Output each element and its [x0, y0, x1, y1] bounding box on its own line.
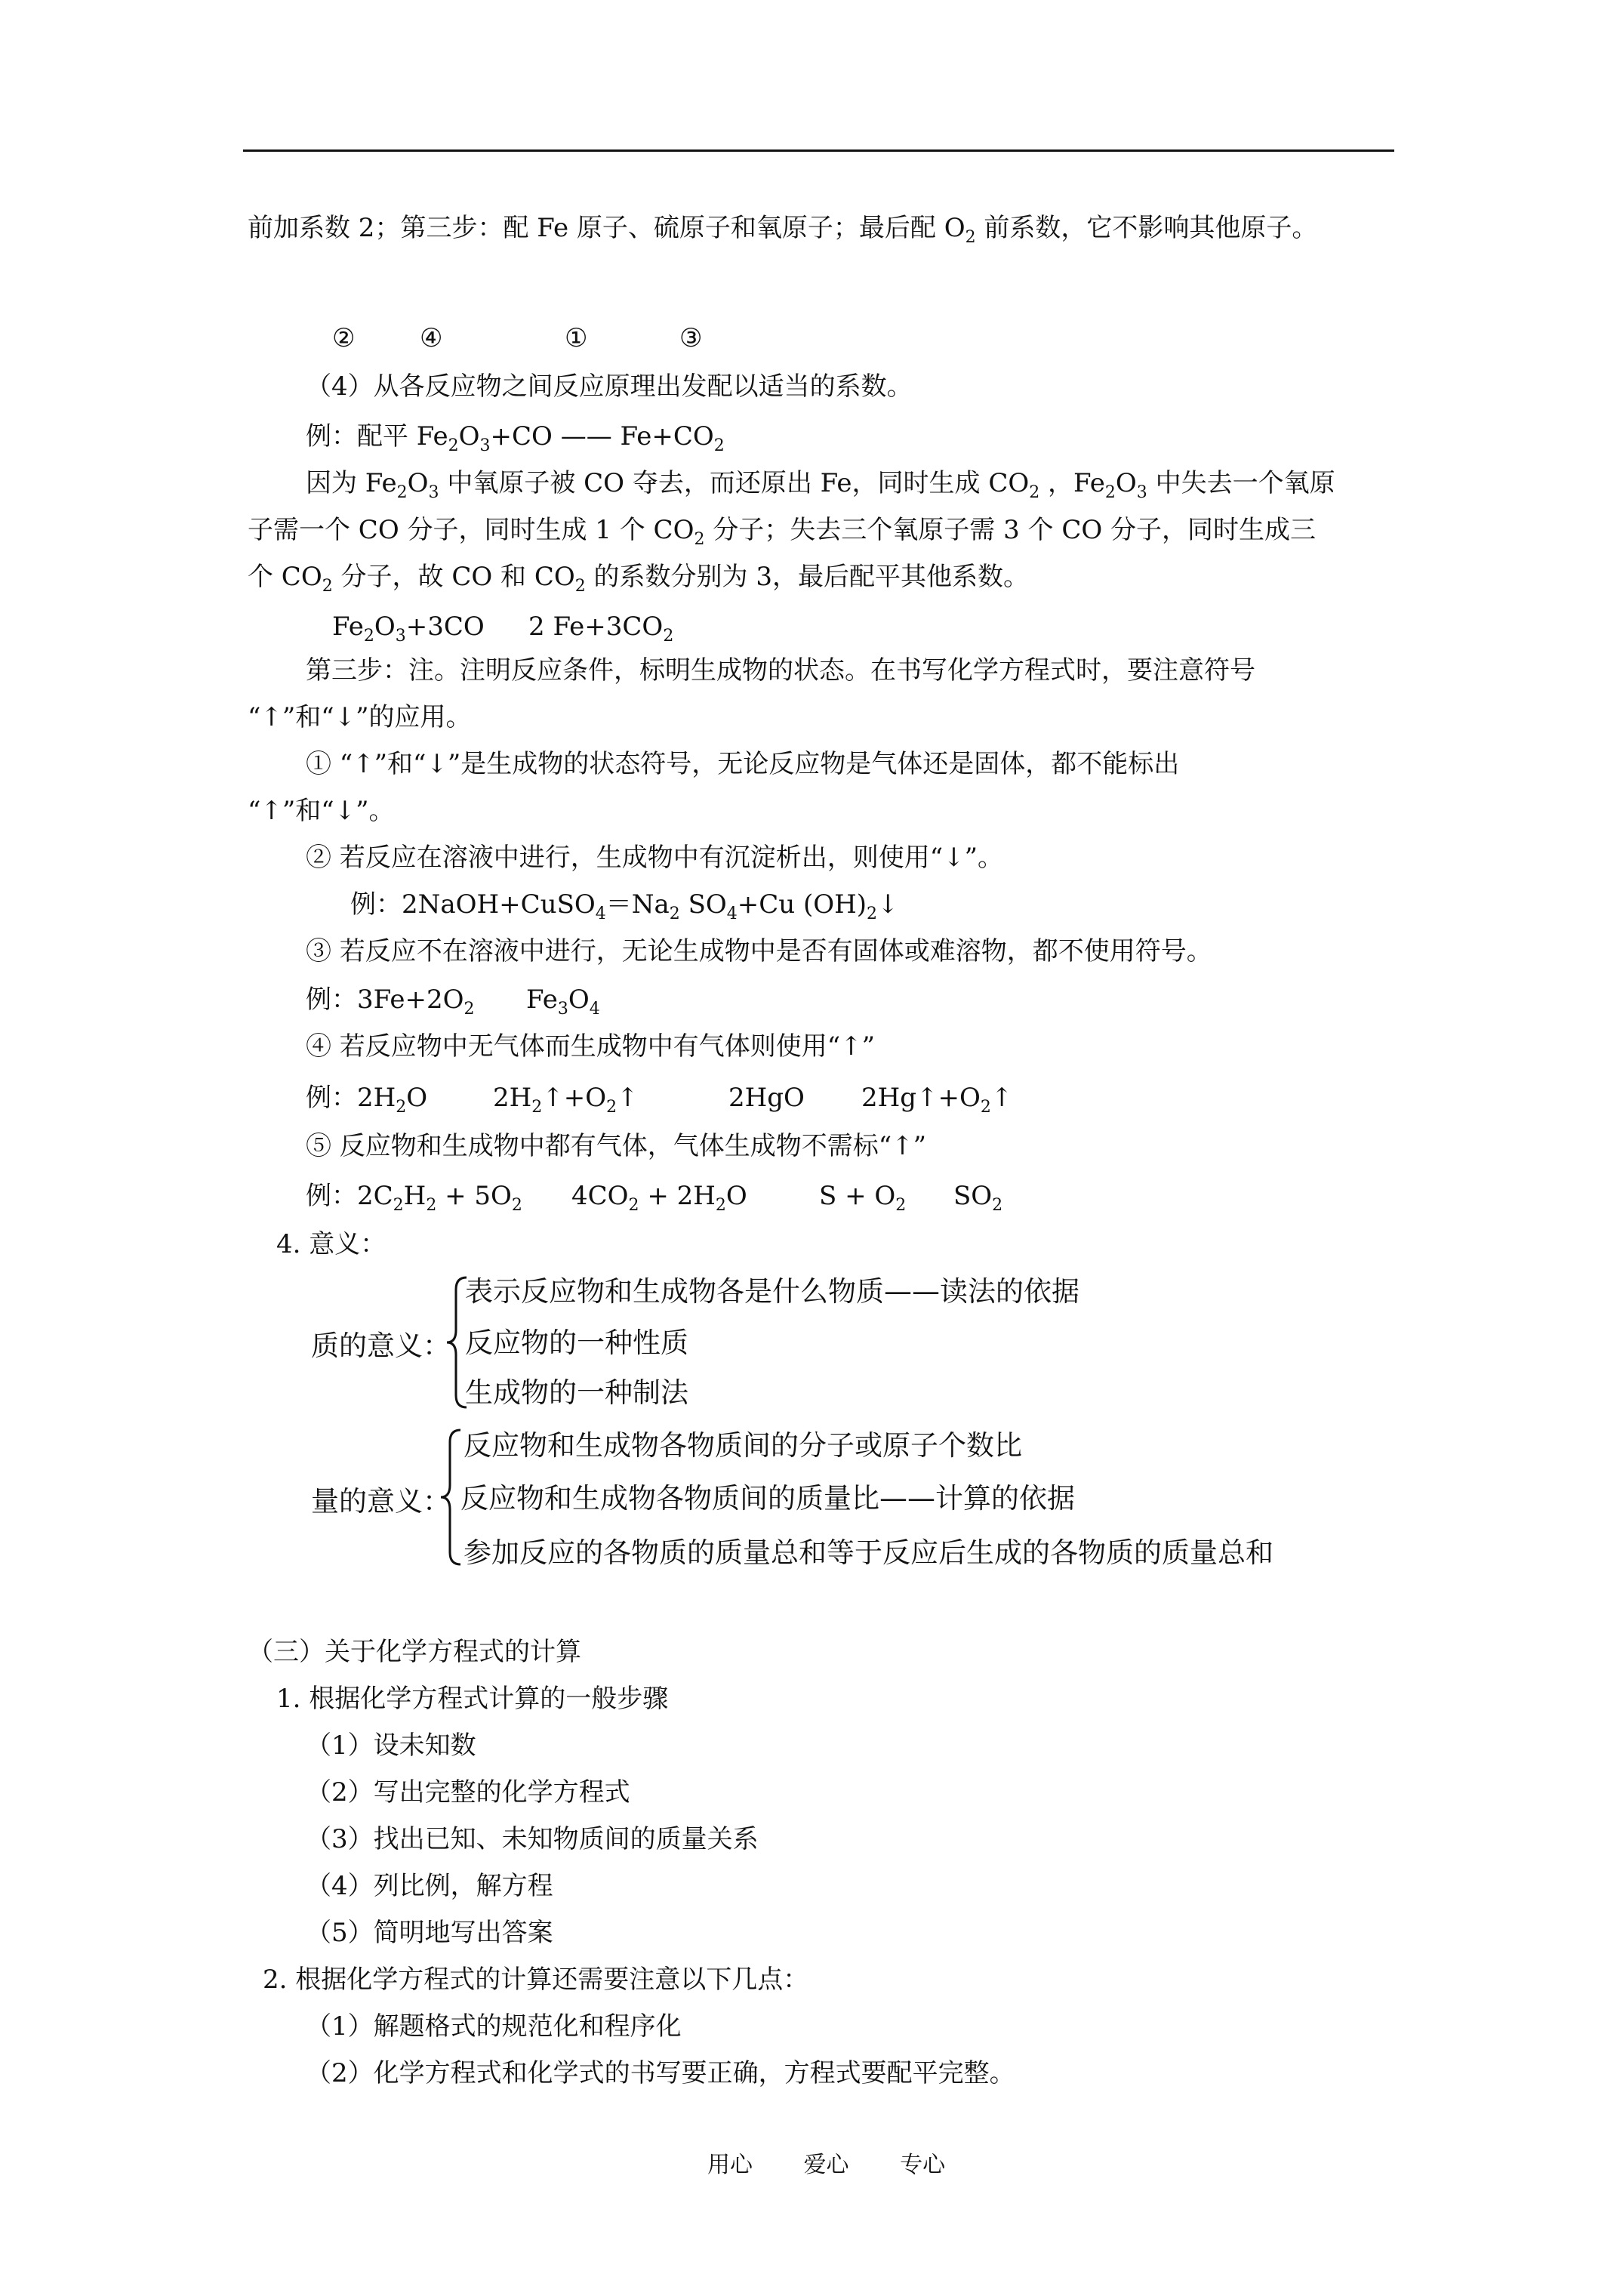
example-line: 例：$2H_2O$ $2H_2↑+O_2↑$ 2HgO $2Hg↑+O_2↑$: [306, 1083, 1013, 1117]
note-item: （1）解题格式的规范化和程序化: [306, 2011, 682, 2042]
text-line: “↑”和“↓”的应用。: [248, 702, 472, 732]
step-item: （2）写出完整的化学方程式: [306, 1777, 630, 1808]
text-line: 第三步：注。注明反应条件，标明生成物的状态。在书写化学方程式时，要注意符号: [306, 655, 1255, 686]
text-line: 前加系数 2；第三步：配 Fe 原子、硫原子和氧原子；最后配 $O_2$ 前系数，它不影响其他原子。: [248, 213, 1318, 247]
section-title: （三）关于化学方程式的计算: [248, 1637, 581, 1667]
footer-text: 爱心: [803, 2152, 849, 2178]
text-line: ④ 若反应物中无气体而生成物中有气体则使用“↑”: [306, 1031, 876, 1062]
section-heading: 4. 意义：: [276, 1229, 387, 1259]
example-line: 例：$3Fe+2O_2$ $Fe_3O_4$: [306, 985, 600, 1019]
text-line: ① “↑”和“↓”是生成物的状态符号，无论反应物是气体还是固体，都不能标出: [306, 749, 1180, 779]
quality-item: 生成物的一种制法: [465, 1376, 688, 1409]
text-line: 因为 $Fe_2O_3$ 中氧原子被 CO 夺去，而还原出 Fe，同时生成 $CO_2$ ，$Fe_2O_3$ 中失去一个氧原: [306, 468, 1335, 502]
quantity-item: 反应物和生成物各物质间的质量比——计算的依据: [460, 1482, 1075, 1515]
note-item: （2）化学方程式和化学式的书写要正确，方程式要配平完整。: [306, 2058, 1015, 2088]
circled-number: ②: [332, 323, 356, 353]
header-rule: [243, 149, 1394, 152]
quality-label: 质的意义：: [311, 1330, 451, 1362]
text-line: 子需一个 CO 分子，同时生成 1 个 $CO_2$ 分子；失去三个氧原子需 3 个 CO 分子，同时生成三: [248, 515, 1317, 549]
quality-item: 反应物的一种性质: [465, 1327, 688, 1359]
step-item: （3）找出已知、未知物质间的质量关系: [306, 1824, 759, 1854]
text-line: 个 $CO_2$ 分子，故 CO 和 $CO_2$ 的系数分别为 3，最后配平其他系数。: [248, 562, 1029, 596]
footer-text: 专心: [900, 2152, 946, 2178]
text-line: ② 若反应在溶液中进行，生成物中有沉淀析出，则使用“↓”。: [306, 843, 1004, 873]
example-line: 例：配平 $Fe_2O_3+CO$ —— $Fe+CO_2$: [306, 421, 725, 455]
page-footer: [707, 2146, 989, 2179]
step-item: （4）列比例，解方程: [306, 1871, 553, 1901]
quantity-label: 量的意义：: [311, 1485, 451, 1518]
circled-number: ③: [679, 323, 703, 353]
equation-line: $Fe_2O_3+3CO$ 2 $Fe+3CO_2$: [332, 612, 674, 646]
quality-item: 表示反应物和生成物各是什么物质——读法的依据: [465, 1275, 1079, 1308]
step-item: （5）简明地写出答案: [306, 1918, 553, 1948]
subsection-heading: 1. 根据化学方程式计算的一般步骤: [276, 1684, 669, 1714]
text-line: ③ 若反应不在溶液中进行，无论生成物中是否有固体或难溶物，都不使用符号。: [306, 936, 1212, 966]
footer-text: 用心: [707, 2152, 753, 2178]
subsection-heading: 2. 根据化学方程式的计算还需要注意以下几点：: [263, 1965, 809, 1995]
text-line: “↑”和“↓”。: [248, 796, 395, 826]
circled-number: ④: [420, 323, 443, 353]
text-line: ⑤ 反应物和生成物中都有气体，气体生成物不需标“↑”: [306, 1131, 927, 1161]
example-line: 例：$2C_2H_2 + 5O_2$ $4CO_2 + 2H_2O$ $S + O_2$ $SO_2$: [306, 1181, 1003, 1215]
circled-number: ①: [565, 323, 588, 353]
text-line: （4）从各反应物之间反应原理出发配以适当的系数。: [306, 371, 913, 402]
example-line: 例：$2NaOH+CuSO_4=Na_2$ $SO_4+Cu$ $(OH)_2↓$: [350, 889, 899, 923]
quantity-item: 参加反应的各物质的质量总和等于反应后生成的各物质的质量总和: [463, 1536, 1273, 1569]
step-item: （1）设未知数: [306, 1730, 476, 1761]
quantity-item: 反应物和生成物各物质间的分子或原子个数比: [463, 1429, 1022, 1462]
